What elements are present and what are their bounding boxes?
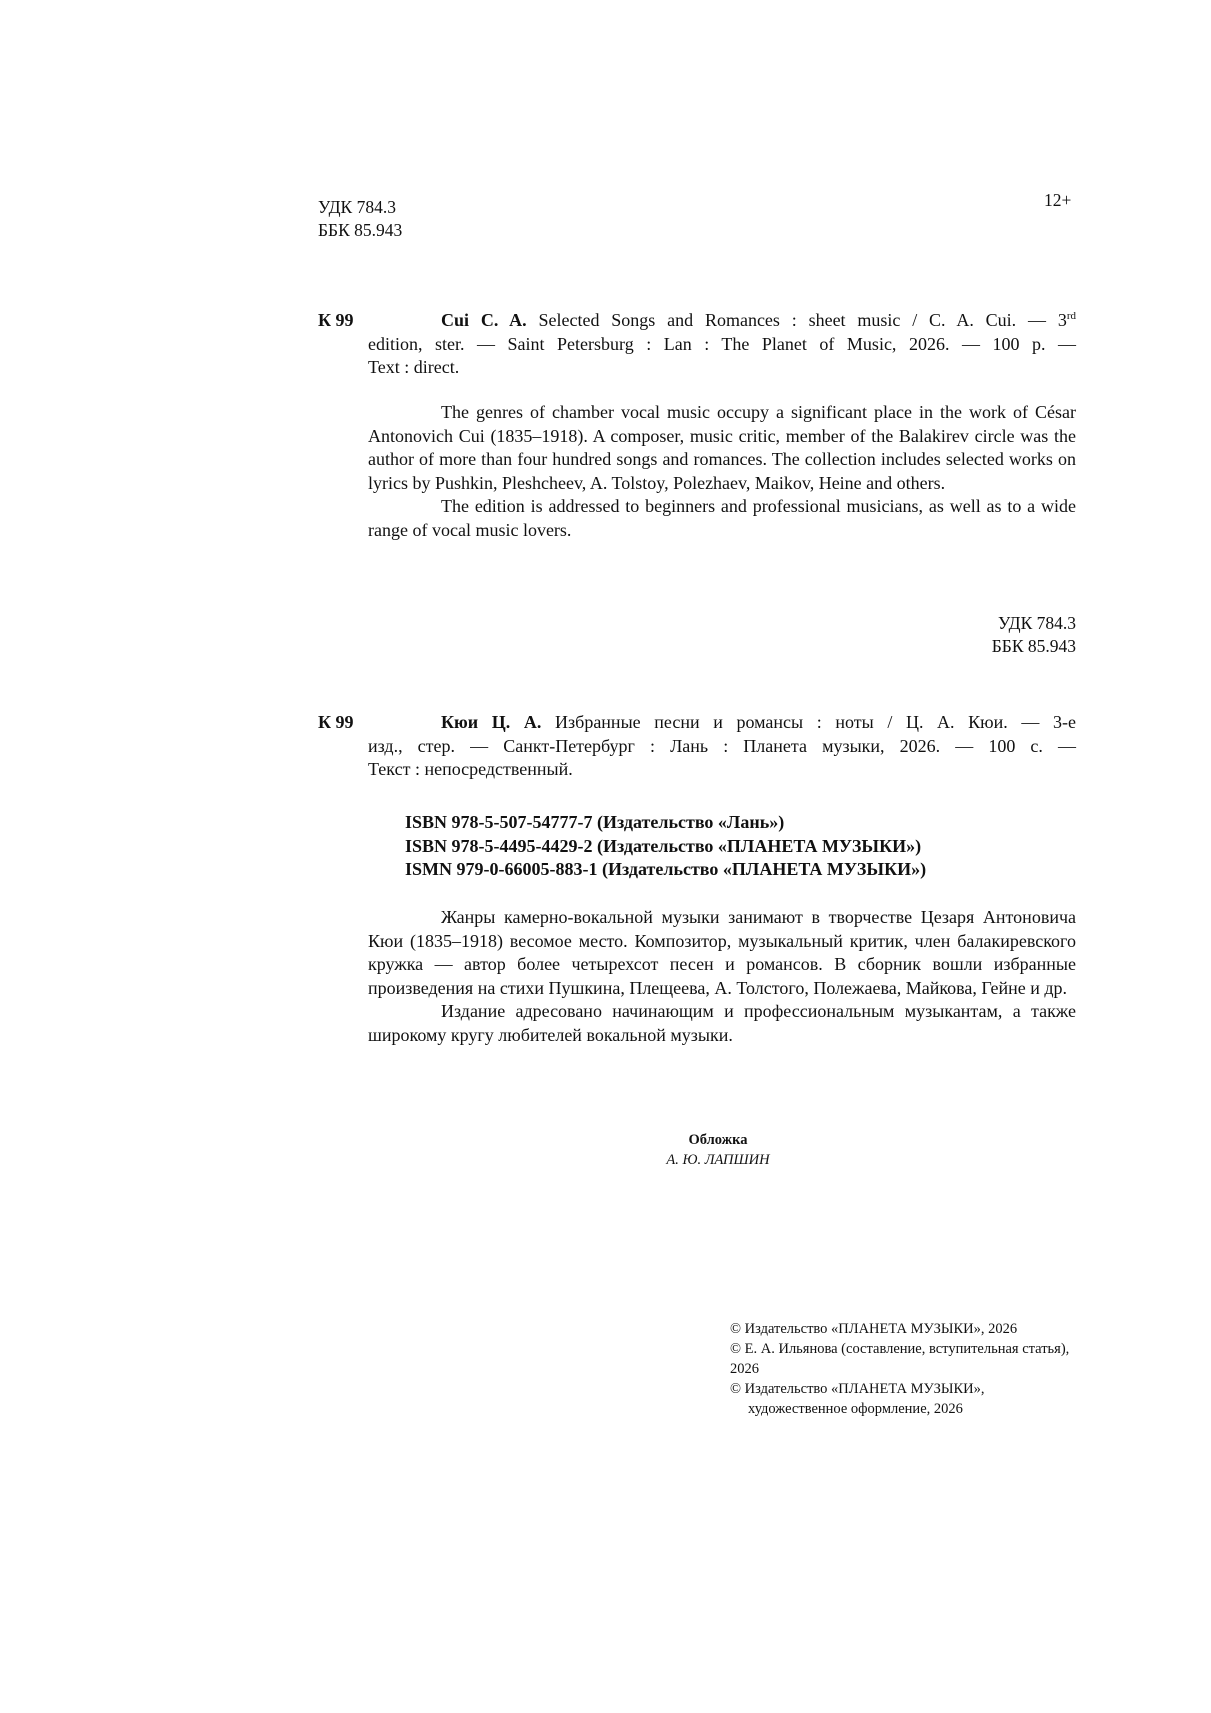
copyright-line-2: © Е. А. Ильянова (составление, вступительная статья), 2026 <box>730 1341 1070 1377</box>
isbn-planeta: ISBN 978-5-4495-4429-2 (Издательство «ПЛАНЕТА МУЗЫКИ») <box>405 835 922 856</box>
ru-bib-line-2: изд., стер. — Санкт-Петербург : Лань : Планета музыки, 2026. — 100 с. — <box>368 735 1076 756</box>
ru-bib-line-3: Текст : непосредственный. <box>368 759 573 779</box>
en-author: Cui C. A. <box>441 310 527 330</box>
en-bib-line-3: Text : direct. <box>368 357 460 377</box>
udk-bbk-top <box>318 196 402 242</box>
cover-designer: А. Ю. ЛАПШИН <box>666 1152 770 1168</box>
en-bib-line-1 <box>368 309 1076 333</box>
cover-label: Обложка <box>688 1132 748 1148</box>
en-abstract <box>368 401 1076 542</box>
en-bibliographic-record <box>368 309 1076 380</box>
ru-author: Кюи Ц. А. <box>441 712 542 732</box>
en-title: Selected Songs and Romances : sheet music / C. A. Cui. — 3 <box>538 310 1067 330</box>
en-bib-line-2: edition, ster. — Saint Petersburg : Lan : The Planet of Music, 2026. — 100 p. — <box>368 333 1076 354</box>
isbn-block <box>405 811 926 882</box>
en-ordinal: rd <box>1066 310 1077 322</box>
copyright-line-3: © Издательство «ПЛАНЕТА МУЗЫКИ», <box>730 1381 985 1397</box>
ru-abstract-p2: Издание адресовано начинающим и профессиональным музыкантам, а также широкому кругу любителей вокальной музыки. <box>368 1001 1076 1045</box>
ru-abstract <box>368 906 1076 1047</box>
age-rating: 12+ <box>1044 190 1072 210</box>
ismn-planeta: ISMN 979-0-66005-883-1 (Издательство «ПЛАНЕТА МУЗЫКИ») <box>405 859 927 879</box>
udk-bbk-right <box>900 612 1076 658</box>
ru-title: Избранные песни и романсы : ноты / Ц. А. Кюи. — 3-е <box>555 712 1076 732</box>
en-abstract-p1: The genres of chamber vocal music occupy a significant place in the work of César Antonovich Cui (1835–1918). A composer, music critic, member of the Balakirev circle was the author of more than four hundred songs and romances. The collection includes selected works on lyrics by Pushkin, Pleshcheev, A. Tolstoy, Polezhaev, Maikov, Heine and others. <box>368 402 1076 493</box>
ru-abstract-p1: Жанры камерно-вокальной музыки занимают в творчестве Цезаря Антоновича Кюи (1835–1918) весомое место. Композитор, музыкальный критик, член балакиревского кружка — автор более четырехсот песен и романсов. В сборник вошли избранные произведения на стихи Пушкина, Плещеева, А. Толстого, Полежаева, Майкова, Гейне и др. <box>368 907 1076 998</box>
bbk-code-right: ББК 85.943 <box>991 636 1076 656</box>
cover-credit <box>568 1130 868 1170</box>
udk-code-right: УДК 784.3 <box>998 613 1076 633</box>
copyright-line-1: © Издательство «ПЛАНЕТА МУЗЫКИ», 2026 <box>730 1321 1018 1337</box>
bbk-code: ББК 85.943 <box>318 220 403 240</box>
udk-code: УДК 784.3 <box>318 197 396 217</box>
en-abstract-p2: The edition is addressed to beginners and professional musicians, as well as to a wide range of vocal music lovers. <box>368 496 1076 540</box>
copyright-block <box>730 1319 1080 1419</box>
isbn-lan: ISBN 978-5-507-54777-7 (Издательство «Лань») <box>405 812 785 832</box>
ru-bibliographic-record <box>368 711 1076 782</box>
en-catalog-code: К 99 <box>318 310 354 330</box>
ru-bib-line-1 <box>368 711 1076 735</box>
ru-catalog-code: К 99 <box>318 712 354 732</box>
copyright-line-4: художественное оформление, 2026 <box>748 1401 963 1417</box>
